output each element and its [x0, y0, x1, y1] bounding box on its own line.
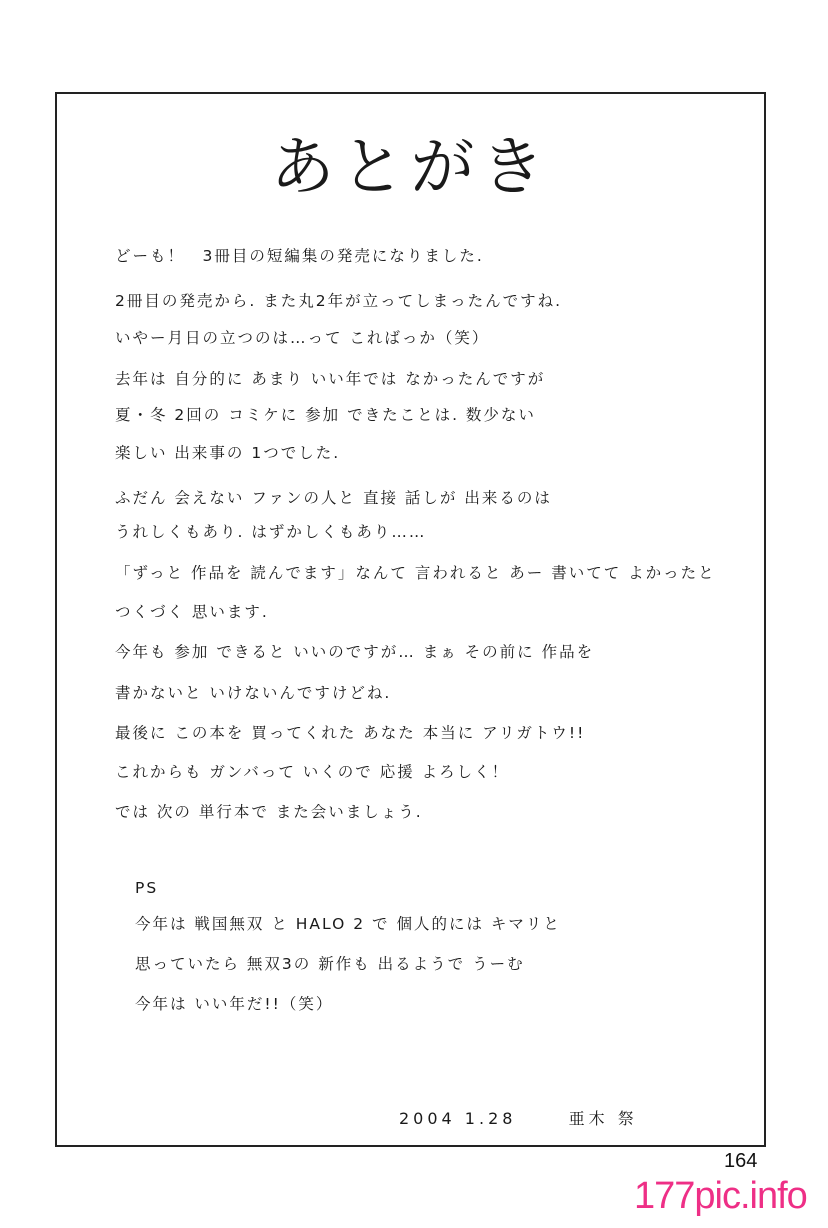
body-line: では 次の 単行本で また会いましょう.	[115, 803, 423, 821]
body-line: 2冊目の発売から. また丸2年が立ってしまったんですね.	[115, 292, 563, 310]
afterword-frame	[55, 92, 766, 1147]
body-line: 夏・冬 2回の コミケに 参加 できたことは. 数少ない	[115, 406, 536, 424]
body-line: 去年は 自分的に あまり いい年では なかったんですが	[115, 370, 546, 388]
watermark-text: 177pic.info	[634, 1175, 807, 1217]
body-line: うれしくもあり. はずかしくもあり……	[115, 523, 427, 541]
signature	[399, 1106, 638, 1129]
body-line: いやー月日の立つのは…って こればっか（笑）	[115, 329, 490, 347]
body-line: 「ずっと 作品を 読んでます」なんて 言われると あー 書いてて よかったと	[115, 564, 716, 582]
body-line: 書かないと いけないんですけどね.	[115, 684, 392, 702]
signature-author: 亜木 祭	[568, 1109, 638, 1128]
ps-line: 今年は 戦国無双 と HALO 2 で 個人的には キマリと	[135, 915, 561, 933]
body-line: 今年も 参加 できると いいのですが… まぁ その前に 作品を	[115, 643, 595, 661]
signature-date: 2004 1.28	[399, 1109, 517, 1128]
body-line: ふだん 会えない ファンの人と 直接 話しが 出来るのは	[115, 489, 552, 507]
body-line: これからも ガンバって いくので 応援 よろしく！	[115, 763, 510, 781]
ps-line: 思っていたら 無双3の 新作も 出るようで うーむ	[135, 955, 525, 973]
body-line: どーも！ 3冊目の短編集の発売になりました.	[115, 247, 484, 265]
page-number: 164	[724, 1150, 758, 1172]
ps-line: 今年は いい年だ!!（笑）	[135, 995, 334, 1013]
afterword-title: あとがき	[270, 131, 551, 205]
body-line: 楽しい 出来事の 1つでした.	[115, 444, 341, 462]
body-line: 最後に この本を 買ってくれた あなた 本当に アリガトウ!!	[115, 724, 586, 742]
ps-label: PS	[135, 879, 159, 897]
body-line: つくづく 思います.	[115, 603, 269, 621]
